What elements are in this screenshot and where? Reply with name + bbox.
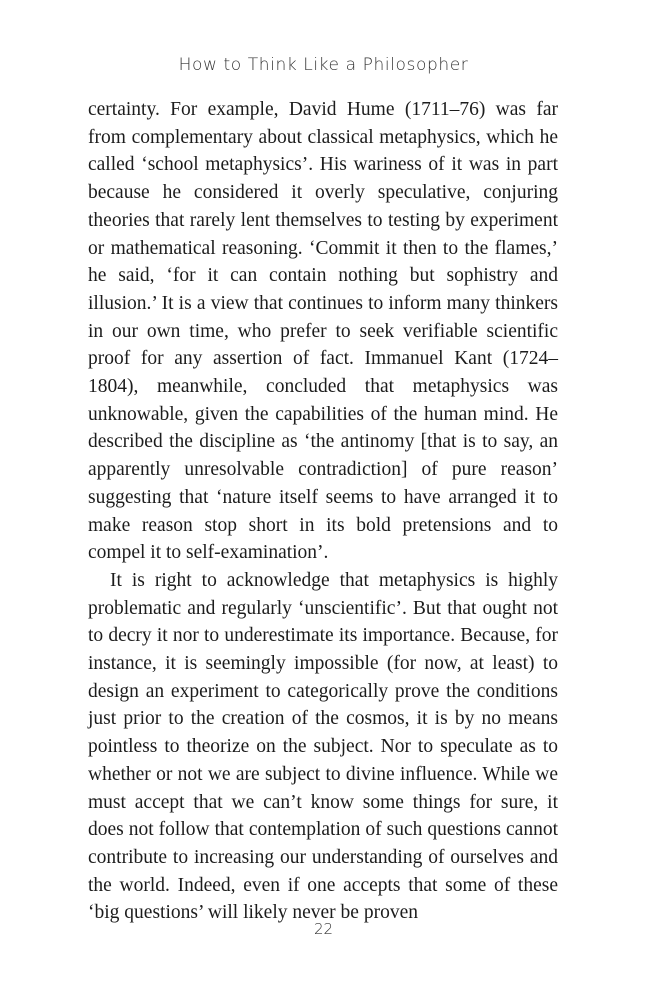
paragraph-continued: certainty. For example, David Hume (1711–76) was far from complementary about classical metaphysics, which he called ‘school metaphysics’. His wariness of it was in part because he considered it overly speculative, conjuring theories that rarely lent themselves to testing by experiment or mathematical reasoning. ‘Commit it then to the flames,’ he said, ‘for it can contain nothing but sophistry and illusion.’ It is a view that continues to inform many thinkers in our own time, who prefer to seek verifiable scientific proof for any assertion of fact. Immanuel Kant (1724–1804), meanwhile, concluded that metaphysics was unknowable, given the capabilities of the human mind. He described the discipline as ‘the antinomy [that is to say, an apparently unresolvable contradiction] of pure reason’ suggesting that ‘nature itself seems to have arranged it to make reason stop short in its bold pretensions and to compel it to self-examination’. — [88, 99, 558, 564]
body-text — [88, 96, 558, 927]
paragraph-new: It is right to acknowledge that metaphysics is highly problematic and regularly ‘unscientific’. But that ought not to decry it nor to underestimate its importance. Because, for instance, it is seemingly impossible (for now, at least) to design an experiment to categorically prove the conditions just prior to the creation of the cosmos, it is by no means pointless to theorize on the subject. Nor to speculate as to whether or not we are subject to divine influence. While we must accept that we can’t know some things for sure, it does not follow that contemplation of such questions cannot contribute to increasing our understanding of ourselves and the world. Indeed, even if one accepts that some of these ‘big questions’ will likely never be proven — [88, 569, 558, 924]
page-number: 22 — [313, 920, 334, 938]
running-head: How to Think Like a Philosopher — [178, 55, 469, 75]
